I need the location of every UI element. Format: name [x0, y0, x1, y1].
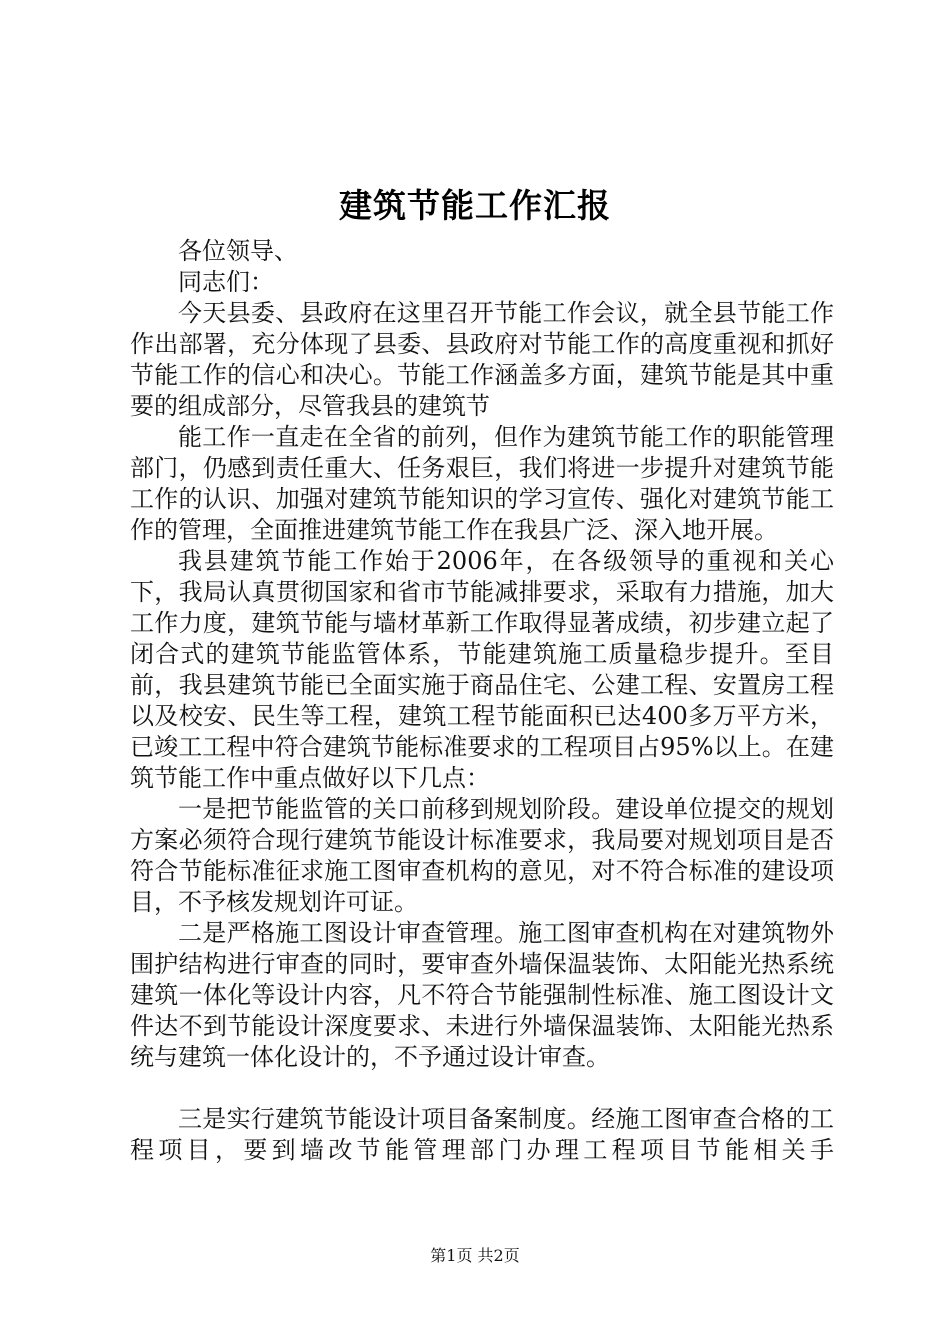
paragraph-point-three: 三是实行建筑节能设计项目备案制度。经施工图审查合格的工程项目，要到墙改节能管理部门办理工程项目节能相关手 [130, 1105, 834, 1164]
paragraph-gap [130, 1073, 834, 1104]
salutation-comrades: 同志们： [178, 268, 274, 296]
paragraph-responsibility: 能工作一直走在全省的前列，但作为建筑节能工作的职能管理部门，仍感到责任重大、任务艰巨，我们将进一步提升对建筑节能工作的认识、加强对建筑节能知识的学习宣传、强化对建筑节能工作的管理，全面推进建筑节能工作在我县广泛、深入地开展。 [130, 423, 834, 544]
paragraph-point-two: 二是严格施工图设计审查管理。施工图审查机构在对建筑物外围护结构进行审查的同时，要审查外墙保温装饰、太阳能光热系统建筑一体化等设计内容，凡不符合节能强制性标准、施工图设计文件达不到节能设计深度要求、未进行外墙保温装饰、太阳能光热系统与建筑一体化设计的，不予通过设计审查。 [130, 919, 834, 1071]
paragraph-intro: 今天县委、县政府在这里召开节能工作会议，就全县节能工作作出部署，充分体现了县委、县政府对节能工作的高度重视和抓好节能工作的信心和决心。节能工作涵盖多方面，建筑节能是其中重要的组成部分，尽管我县的建筑节 [130, 299, 834, 420]
paragraph-achievements: 我县建筑节能工作始于2006年，在各级领导的重视和关心下，我局认真贯彻国家和省市节能减排要求，采取有力措施，加大工作力度，建筑节能与墙材革新工作取得显著成绩，初步建立起了闭合式的建筑节能监管体系，节能建筑施工质量稳步提升。至目前，我县建筑节能已全面实施于商品住宅、公建工程、安置房工程以及校安、民生等工程，建筑工程节能面积已达400多万平方米，已竣工工程中符合建筑节能标准要求的工程项目占95%以上。在建筑节能工作中重点做好以下几点： [130, 547, 834, 792]
page-number-footer: 第1页 共2页 [430, 1246, 520, 1265]
document-title: 建筑节能工作汇报 [339, 186, 611, 225]
salutation-leaders: 各位领导、 [178, 237, 298, 265]
paragraph-point-one: 一是把节能监管的关口前移到规划阶段。建设单位提交的规划方案必须符合现行建筑节能设计标准要求，我局要对规划项目是否符合节能标准征求施工图审查机构的意见，对不符合标准的建设项目，不予核发规划许可证。 [130, 795, 834, 916]
document-body [130, 236, 834, 1166]
